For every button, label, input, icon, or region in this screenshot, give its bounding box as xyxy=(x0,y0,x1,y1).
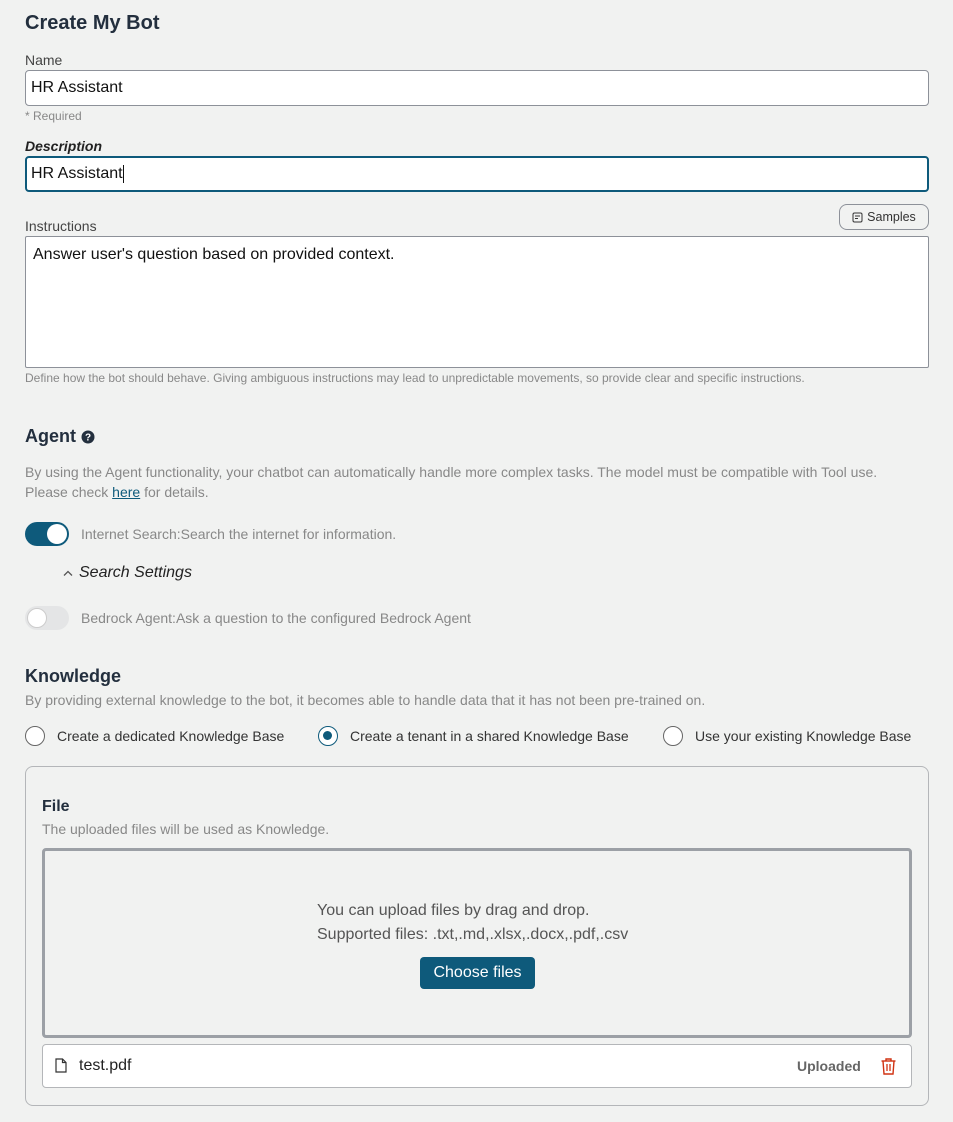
internet-search-toggle[interactable] xyxy=(25,522,69,546)
internet-search-label: Internet Search:Search the internet for information. xyxy=(81,526,397,542)
description-label: Description xyxy=(25,138,103,154)
file-row xyxy=(42,1044,912,1088)
samples-label: Samples xyxy=(867,210,916,224)
file-description: The uploaded files will be used as Knowledge. xyxy=(42,821,330,837)
bedrock-agent-label: Bedrock Agent:Ask a question to the configured Bedrock Agent xyxy=(81,610,471,626)
name-input[interactable]: HR Assistant xyxy=(25,70,929,106)
knowledge-heading: Knowledge xyxy=(25,666,122,686)
help-icon[interactable] xyxy=(81,430,95,444)
search-settings-label: Search Settings xyxy=(79,564,192,581)
text-cursor xyxy=(123,165,124,183)
radio-existing-kb[interactable] xyxy=(663,726,683,746)
agent-here-link[interactable]: here xyxy=(112,484,141,500)
drop-line-2: Supported files: .txt,.md,.xlsx,.docx,.pdf,.csv xyxy=(317,926,629,943)
radio-shared-kb-label[interactable]: Create a tenant in a shared Knowledge Base xyxy=(350,728,629,744)
name-label: Name xyxy=(25,52,63,68)
choose-files-button[interactable]: Choose files xyxy=(420,957,535,989)
agent-description xyxy=(25,462,935,502)
samples-icon xyxy=(852,212,863,223)
radio-existing-kb-label[interactable]: Use your existing Knowledge Base xyxy=(695,728,912,744)
toggle-knob xyxy=(47,524,67,544)
drop-line-1: You can upload files by drag and drop. xyxy=(317,902,590,919)
description-value: HR Assistant xyxy=(31,165,123,182)
name-required-hint: * Required xyxy=(25,109,82,123)
toggle-knob xyxy=(27,608,47,628)
agent-heading-text: Agent xyxy=(25,426,76,446)
bedrock-agent-toggle[interactable] xyxy=(25,606,69,630)
search-settings-expander[interactable] xyxy=(62,564,192,582)
trash-icon[interactable] xyxy=(880,1057,897,1075)
instructions-label: Instructions xyxy=(25,218,97,234)
page-title: Create My Bot xyxy=(25,12,160,34)
agent-description-line1: By using the Agent functionality, your chatbot can automatically handle more complex tasks. The model must be compatible with Tool use. xyxy=(25,464,878,480)
chevron-up-icon xyxy=(62,569,74,577)
radio-dedicated-kb-label[interactable]: Create a dedicated Knowledge Base xyxy=(57,728,285,744)
instructions-hint: Define how the bot should behave. Giving ambiguous instructions may lead to unpredictable movements, so provide clear and specific instructions. xyxy=(25,371,805,385)
file-name: test.pdf xyxy=(79,1057,132,1074)
description-input[interactable] xyxy=(25,156,929,192)
knowledge-description: By providing external knowledge to the bot, it becomes able to handle data that it has not been pre-trained on. xyxy=(25,692,706,708)
agent-description-line2 xyxy=(25,482,935,502)
svg-text:?: ? xyxy=(84,432,92,443)
agent-description-prefix: Please check xyxy=(25,484,113,500)
file-icon xyxy=(55,1058,67,1073)
agent-description-suffix: for details. xyxy=(140,484,209,500)
instructions-textarea[interactable]: Answer user's question based on provided context. xyxy=(25,236,929,368)
drop-instructions xyxy=(317,899,628,947)
agent-heading xyxy=(25,426,95,447)
radio-shared-kb[interactable] xyxy=(318,726,338,746)
file-heading: File xyxy=(42,798,70,815)
radio-dedicated-kb[interactable] xyxy=(25,726,45,746)
file-status: Uploaded xyxy=(797,1058,861,1074)
samples-button[interactable] xyxy=(839,204,929,230)
